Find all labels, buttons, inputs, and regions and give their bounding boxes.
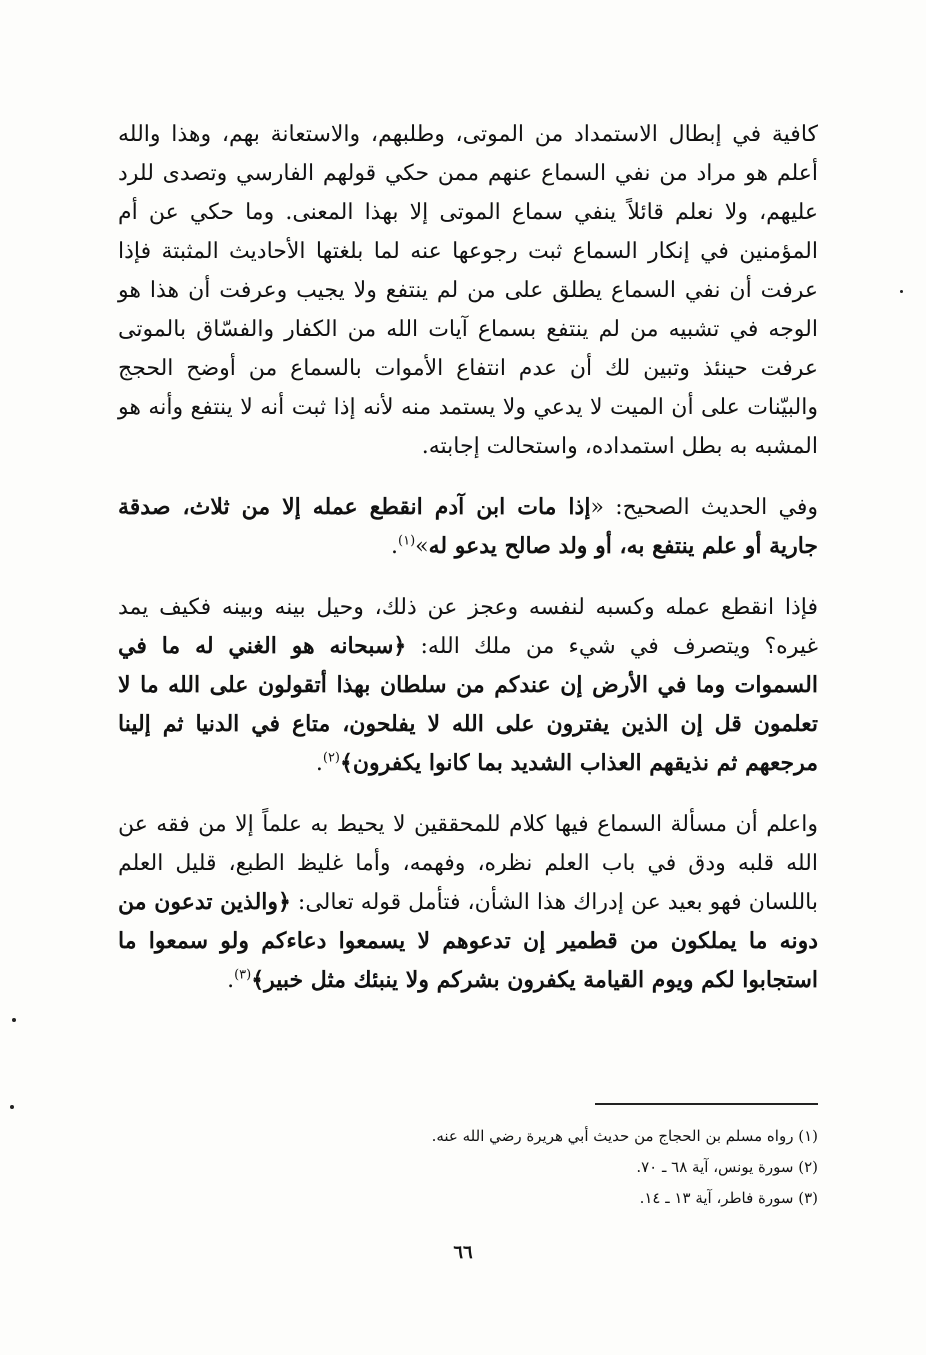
text-segment: واعلم أن مسألة السماع فيها كلام للمحققين لا يحيط به علماً إلا من فقه عن الله قلبه ودق في باب العلم نظره، وفهمه، وأما غليظ الطبع، قليل العلم باللسان فهو بعيد عن إدراك هذا الشأن، فتأمل قوله تعالى:	[118, 812, 818, 915]
paragraph-4	[118, 805, 818, 1000]
scan-speck	[12, 1018, 16, 1022]
paragraph-1	[118, 115, 818, 466]
footnote-item: (٣) سورة فاطر، آية ١٣ ـ ١٤.	[639, 1189, 818, 1207]
hadith-quote: إذا مات ابن آدم انقطع عمله إلا من ثلاث، صدقة جارية أو علم ينتفع به، أو ولد صالح يدعو له	[118, 494, 818, 559]
footnote-item: (٢) سورة يونس، آية ٦٨ ـ ٧٠.	[636, 1158, 818, 1176]
paragraph-3	[118, 588, 818, 783]
quran-quote: ﴿سبحانه هو الغني له ما في السموات وما في الأرض إن عندكم من سلطان بهذا أتقولون على الله ما لا تعلمون قل إن الذين يفترون على الله لا يفلحون، متاع في الدنيا ثم إلينا مرجعهم ثم نذيقهم العذاب الشديد بما كانوا يكفرون﴾	[118, 633, 818, 776]
page-number: ٦٦	[453, 1242, 473, 1263]
footnote-mark-2: (٢)	[322, 750, 340, 766]
paragraph-2-hadith	[118, 488, 818, 566]
scan-speck	[900, 290, 903, 293]
footnote-list	[298, 1121, 818, 1214]
footnote-item: (١) رواه مسلم بن الحجاج من حديث أبي هريرة رضي الله عنه.	[431, 1127, 818, 1145]
footnotes-section	[431, 1103, 818, 1207]
text-segment: .	[391, 534, 398, 559]
text-segment: وفي الحديث الصحيح: «	[590, 495, 818, 520]
text-segment: .	[227, 968, 235, 993]
quran-quote: ﴿والذين تدعون من دونه ما يملكون من قطمير إن تدعوهم لا يسمعوا دعاءكم ولو سمعوا ما استجابوا لكم ويوم القيامة يكفرون بشركم ولا ينبئك مثل خبير﴾	[118, 889, 818, 993]
text-segment: كافية في إبطال الاستمداد من الموتى، وطلبهم، والاستعانة بهم، وهذا والله أعلم هو مراد من نفي السماع عنهم ممن حكي قولهم الفارسي وتصدى للرد عليهم، ولا نعلم قائلاً ينفي سماع الموتى إلا بهذا المعنى. وما حكي عن أم المؤمنين في إنكار السماع ثبت رجوعها عنه لما بلغتها الأحاديث المثبتة فإذا عرفت أن نفي السماع يطلق على من لم ينتفع ولا يجيب وعرفت أن هذا هو الوجه في تشبيه من لم ينتفع بسماع آيات الله من الكفار والفسّاق بالموتى عرفت حينئذ وتبين لك أن عدم انتفاع الأموات بالسماع من أوضح الحجج والبيّنات على أن الميت لا يدعي ولا يستمد منه لأنه إذا ثبت أنه لا ينتفع وأنه هو المشبه به بطل استمداده، واستحالت إجابته.	[118, 122, 818, 459]
footnote-mark-1: (١)	[398, 533, 416, 549]
page-body	[118, 115, 818, 1022]
text-segment: »	[415, 534, 429, 559]
text-segment: .	[315, 751, 323, 776]
footnote-mark-3: (٣)	[234, 967, 252, 983]
text-segment: فإذا انقطع عمله وكسبه لنفسه وعجز عن ذلك، وحيل بينه وبينه فكيف يمد غيره؟ ويتصرف في شيء من ملك الله:	[118, 595, 818, 659]
footnote-divider	[595, 1103, 818, 1105]
scan-speck	[10, 1105, 14, 1109]
